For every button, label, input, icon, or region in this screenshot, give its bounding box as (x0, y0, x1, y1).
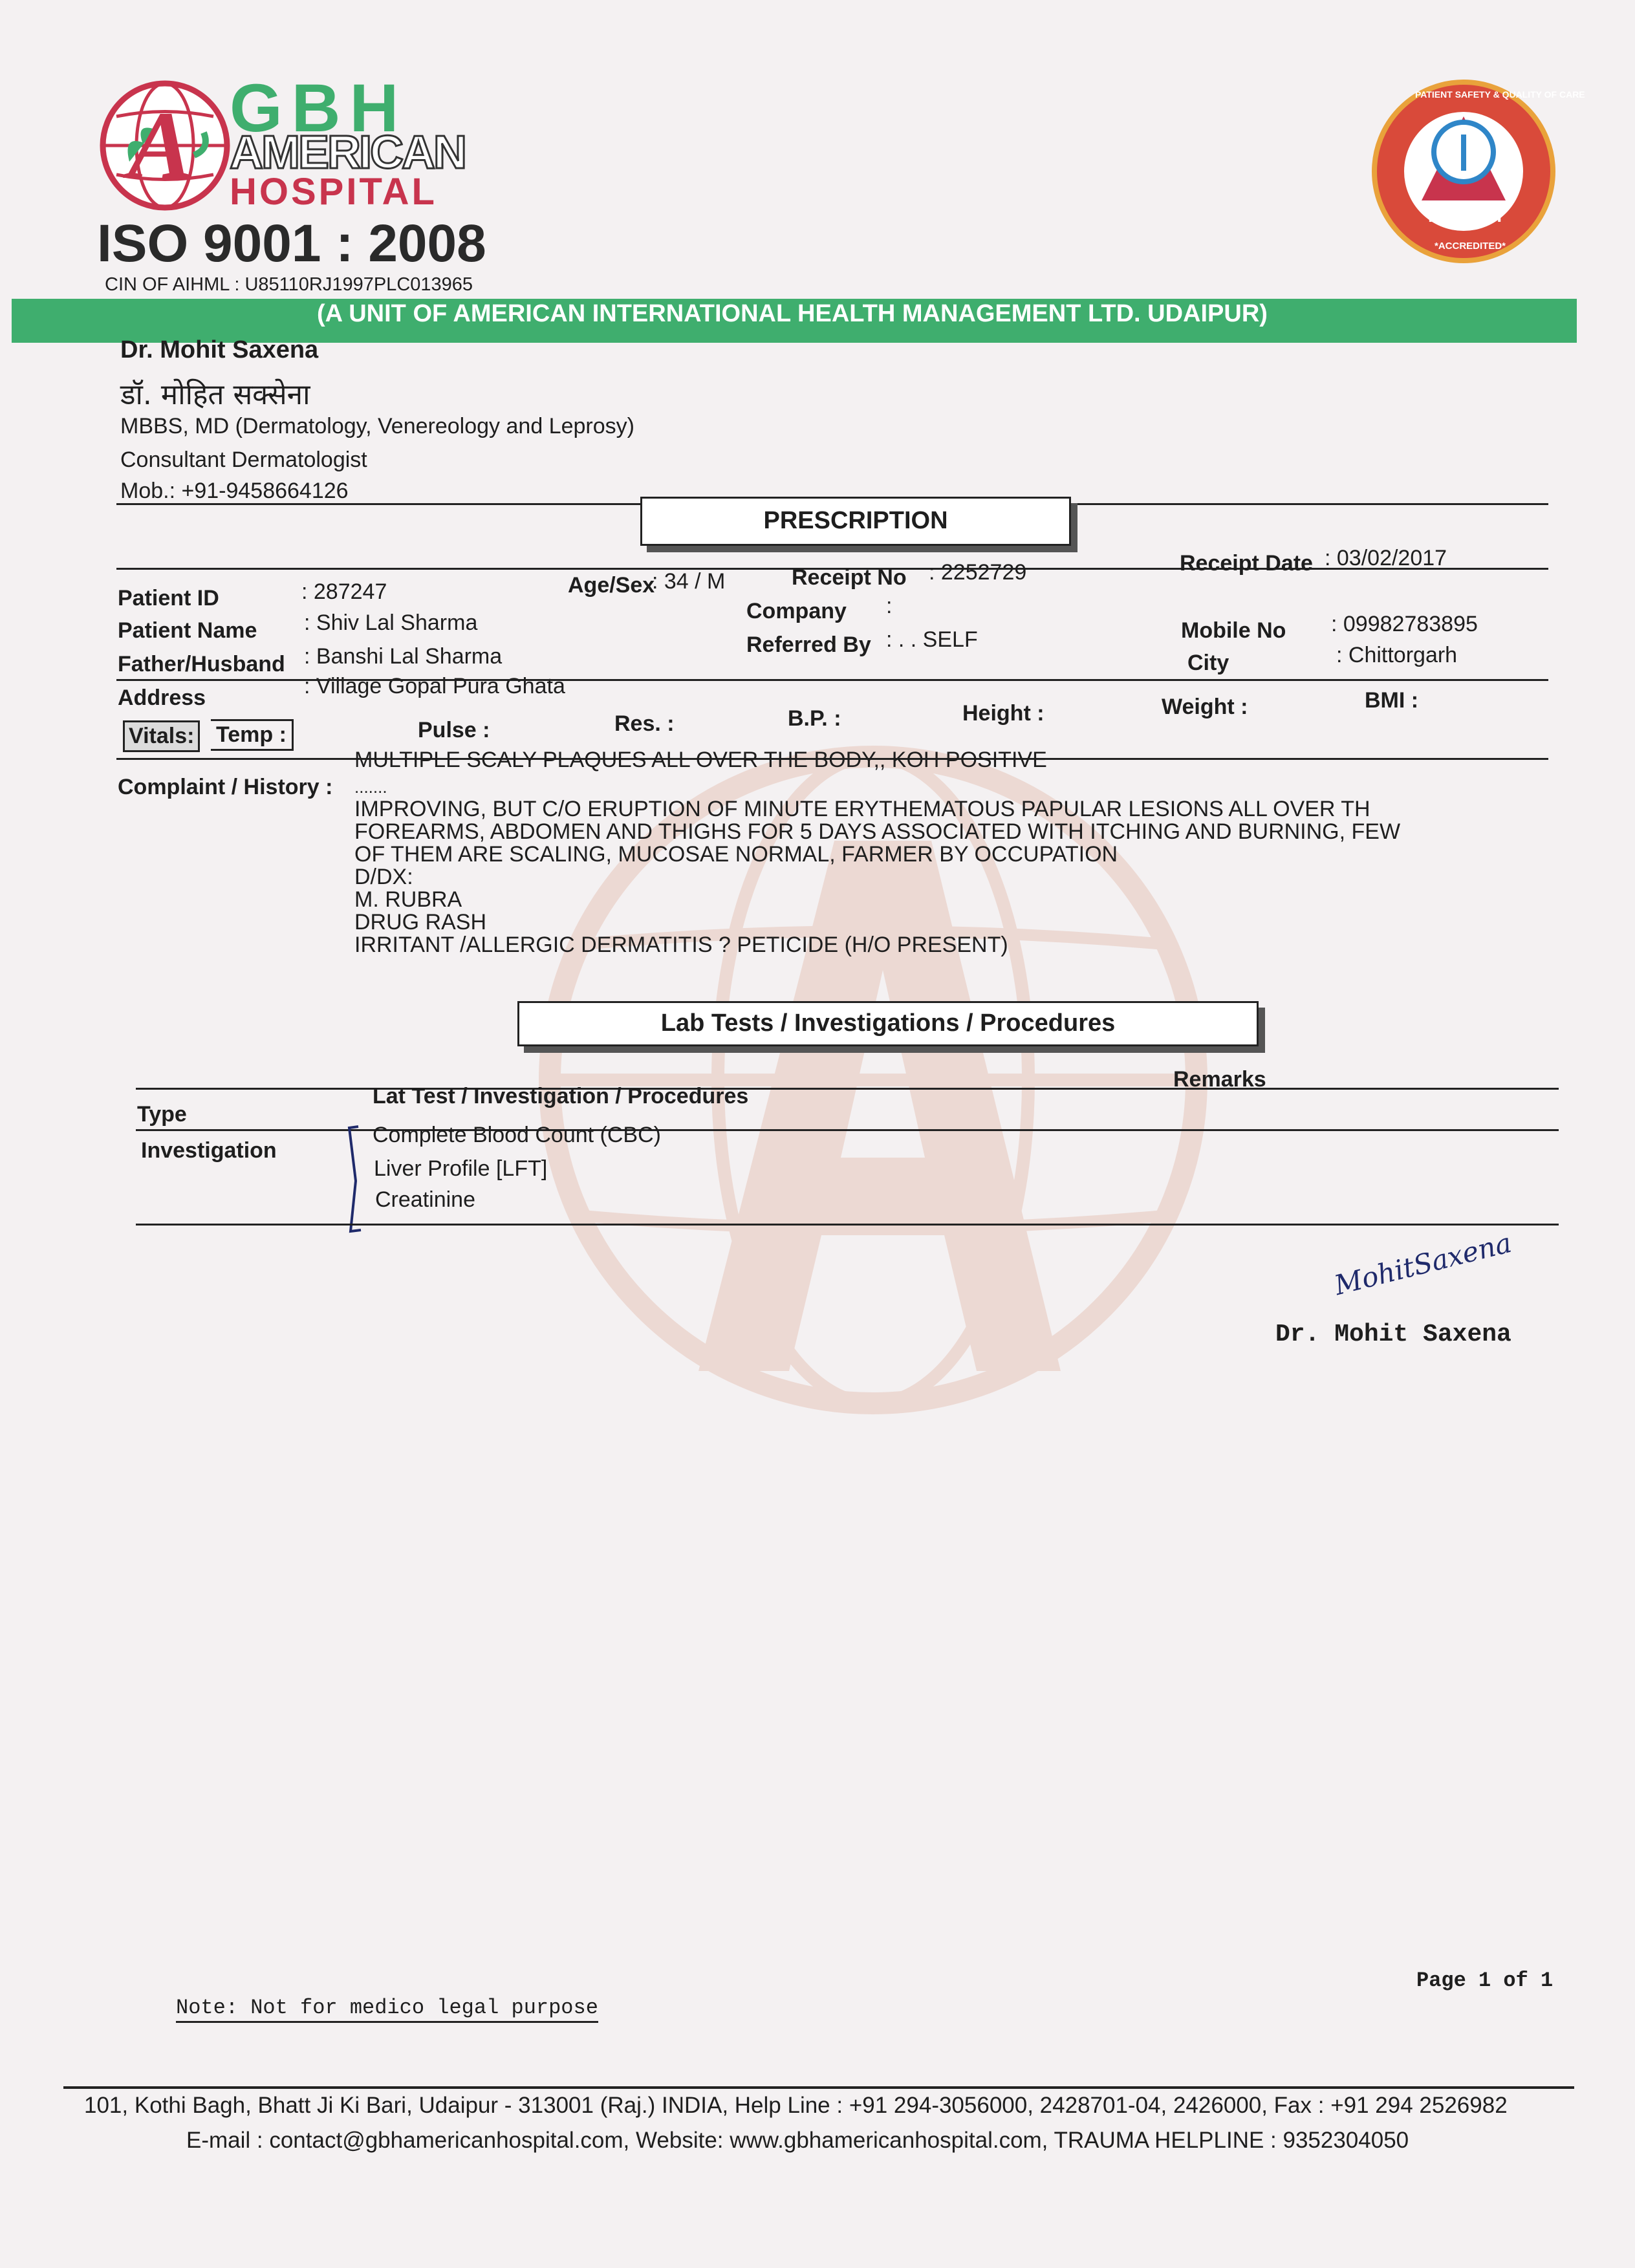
vitals-height: Height : (962, 701, 1045, 726)
company-value: : (886, 594, 893, 618)
doctor-mobile: Mob.: +91-9458664126 (120, 479, 349, 503)
complaint-line: M. RUBRA (354, 887, 462, 912)
cin-number: CIN OF AIHML : U85110RJ1997PLC013965 (105, 274, 473, 295)
complaint-line: FOREARMS, ABDOMEN AND THIGHS FOR 5 DAYS ASSOCIATED WITH ITCHING AND BURNING, FEW (354, 819, 1401, 844)
patient-name-label: Patient Name (118, 618, 257, 643)
complaint-line: DRUG RASH (354, 910, 487, 934)
nabh-ring-text-bottom: *ACCREDITED* (1435, 241, 1506, 252)
legal-note: Note: Not for medico legal purpose (176, 1996, 598, 2023)
lab-tests-title: Lab Tests / Investigations / Procedures (517, 1001, 1259, 1046)
complaint-line: D/DX: (354, 865, 413, 889)
lab-test-item: Liver Profile [LFT] (374, 1156, 548, 1181)
nabh-badge (1370, 78, 1585, 265)
receipt-no-value: : 2252729 (929, 560, 1027, 585)
complaint-line: IMPROVING, BUT C/O ERUPTION OF MINUTE ERYTHEMATOUS PAPULAR LESIONS ALL OVER TH (354, 797, 1370, 821)
nabh-emblem-icon (1370, 78, 1557, 265)
company-label: Company (746, 599, 847, 623)
father-husband-label: Father/Husband (118, 652, 285, 676)
lab-test-item: Complete Blood Count (CBC) (373, 1123, 661, 1147)
vitals-bmi: BMI : (1365, 688, 1419, 713)
logo-letter: A (128, 92, 193, 199)
patient-id-label: Patient ID (118, 586, 219, 610)
mobile-no-value: : 09982783895 (1331, 612, 1478, 636)
vitals-bp: B.P. : (788, 706, 841, 731)
patient-name-value: : Shiv Lal Sharma (304, 610, 478, 635)
receipt-date-label: Receipt Date (1180, 551, 1313, 576)
address-label: Address (118, 686, 206, 710)
lab-row-type: Investigation (141, 1138, 277, 1163)
vitals-temp: Temp : (211, 719, 294, 751)
footer-divider (63, 2086, 1574, 2089)
lab-test-item: Creatinine (375, 1187, 475, 1212)
logo-american: AMERICAN (230, 127, 465, 178)
complaint-text (354, 749, 1400, 956)
complaint-line: OF THEM ARE SCALING, MUCOSAE NORMAL, FARMER BY OCCUPATION (354, 842, 1118, 867)
mobile-no-label: Mobile No (1181, 618, 1286, 643)
logo-gbh: GBH (230, 70, 408, 146)
city-label: City (1187, 651, 1229, 675)
vitals-weight: Weight : (1162, 695, 1248, 719)
iso-certification: ISO 9001 : 2008 (97, 214, 486, 273)
vitals-res: Res. : (614, 711, 675, 736)
lab-col-test: Lat Test / Investigation / Procedures (373, 1084, 749, 1108)
nabh-label: N A B H (1428, 206, 1504, 226)
complaint-label: Complaint / History : (118, 775, 333, 799)
unit-band-text: (A UNIT OF AMERICAN INTERNATIONAL HEALTH MANAGEMENT LTD. UDAIPUR) (317, 300, 1268, 327)
divider-line (116, 679, 1548, 681)
city-value: : Chittorgarh (1336, 643, 1458, 667)
divider-line (136, 1224, 1559, 1226)
doctor-qualification: MBBS, MD (Dermatology, Venereology and Leprosy) (120, 414, 634, 438)
address-value: : Village Gopal Pura Ghata (304, 674, 565, 698)
bracket-mark-icon (343, 1123, 369, 1237)
receipt-date-value: : 03/02/2017 (1325, 546, 1447, 570)
doctor-name-hindi: डॉ. मोहित सक्सेना (120, 378, 310, 411)
patient-id-value: : 287247 (301, 579, 387, 604)
referred-by-label: Referred By (746, 632, 871, 657)
complaint-line: MULTIPLE SCALY PLAQUES ALL OVER THE BODY,, KOH POSITIVE (354, 748, 1047, 772)
footer-address: 101, Kothi Bagh, Bhatt Ji Ki Bari, Udaipur - 313001 (Raj.) INDIA, Help Line : +91 294-3056000, 2428701-04, 2426000, Fax : +91 294 2526982 (84, 2093, 1508, 2118)
vitals-pulse: Pulse : (418, 718, 490, 742)
receipt-no-label: Receipt No (792, 565, 907, 590)
father-husband-value: : Banshi Lal Sharma (304, 644, 503, 669)
age-sex-value: : 34 / M (652, 569, 726, 594)
vitals-label: Vitals: (123, 720, 200, 752)
signature-name: Dr. Mohit Saxena (1275, 1321, 1511, 1348)
nabh-ring-text-top: PATIENT SAFETY & QUALITY OF CARE (1415, 89, 1585, 100)
lab-col-remarks: Remarks (1173, 1067, 1266, 1092)
handwritten-signature: MohitSaxena (1331, 1226, 1515, 1302)
complaint-line: IRRITANT /ALLERGIC DERMATITIS ? PETICIDE (H/O PRESENT) (354, 933, 1008, 957)
logo-hospital: HOSPITAL (230, 171, 437, 213)
referred-by-value: : . . SELF (886, 627, 978, 652)
doctor-name: Dr. Mohit Saxena (120, 336, 319, 363)
complaint-line: ....... (354, 777, 387, 797)
page-number: Page 1 of 1 (1416, 1969, 1554, 1993)
divider-line (136, 1088, 1559, 1090)
prescription-title: PRESCRIPTION (640, 497, 1071, 546)
hospital-logo (97, 70, 511, 217)
doctor-designation: Consultant Dermatologist (120, 448, 367, 472)
lab-col-type: Type (137, 1102, 187, 1127)
footer-contact: E-mail : contact@gbhamericanhospital.com, Website: www.gbhamericanhospital.com, TRAUMA HELPLINE : 9352304050 (186, 2128, 1409, 2153)
age-sex-label: Age/Sex (568, 573, 655, 598)
